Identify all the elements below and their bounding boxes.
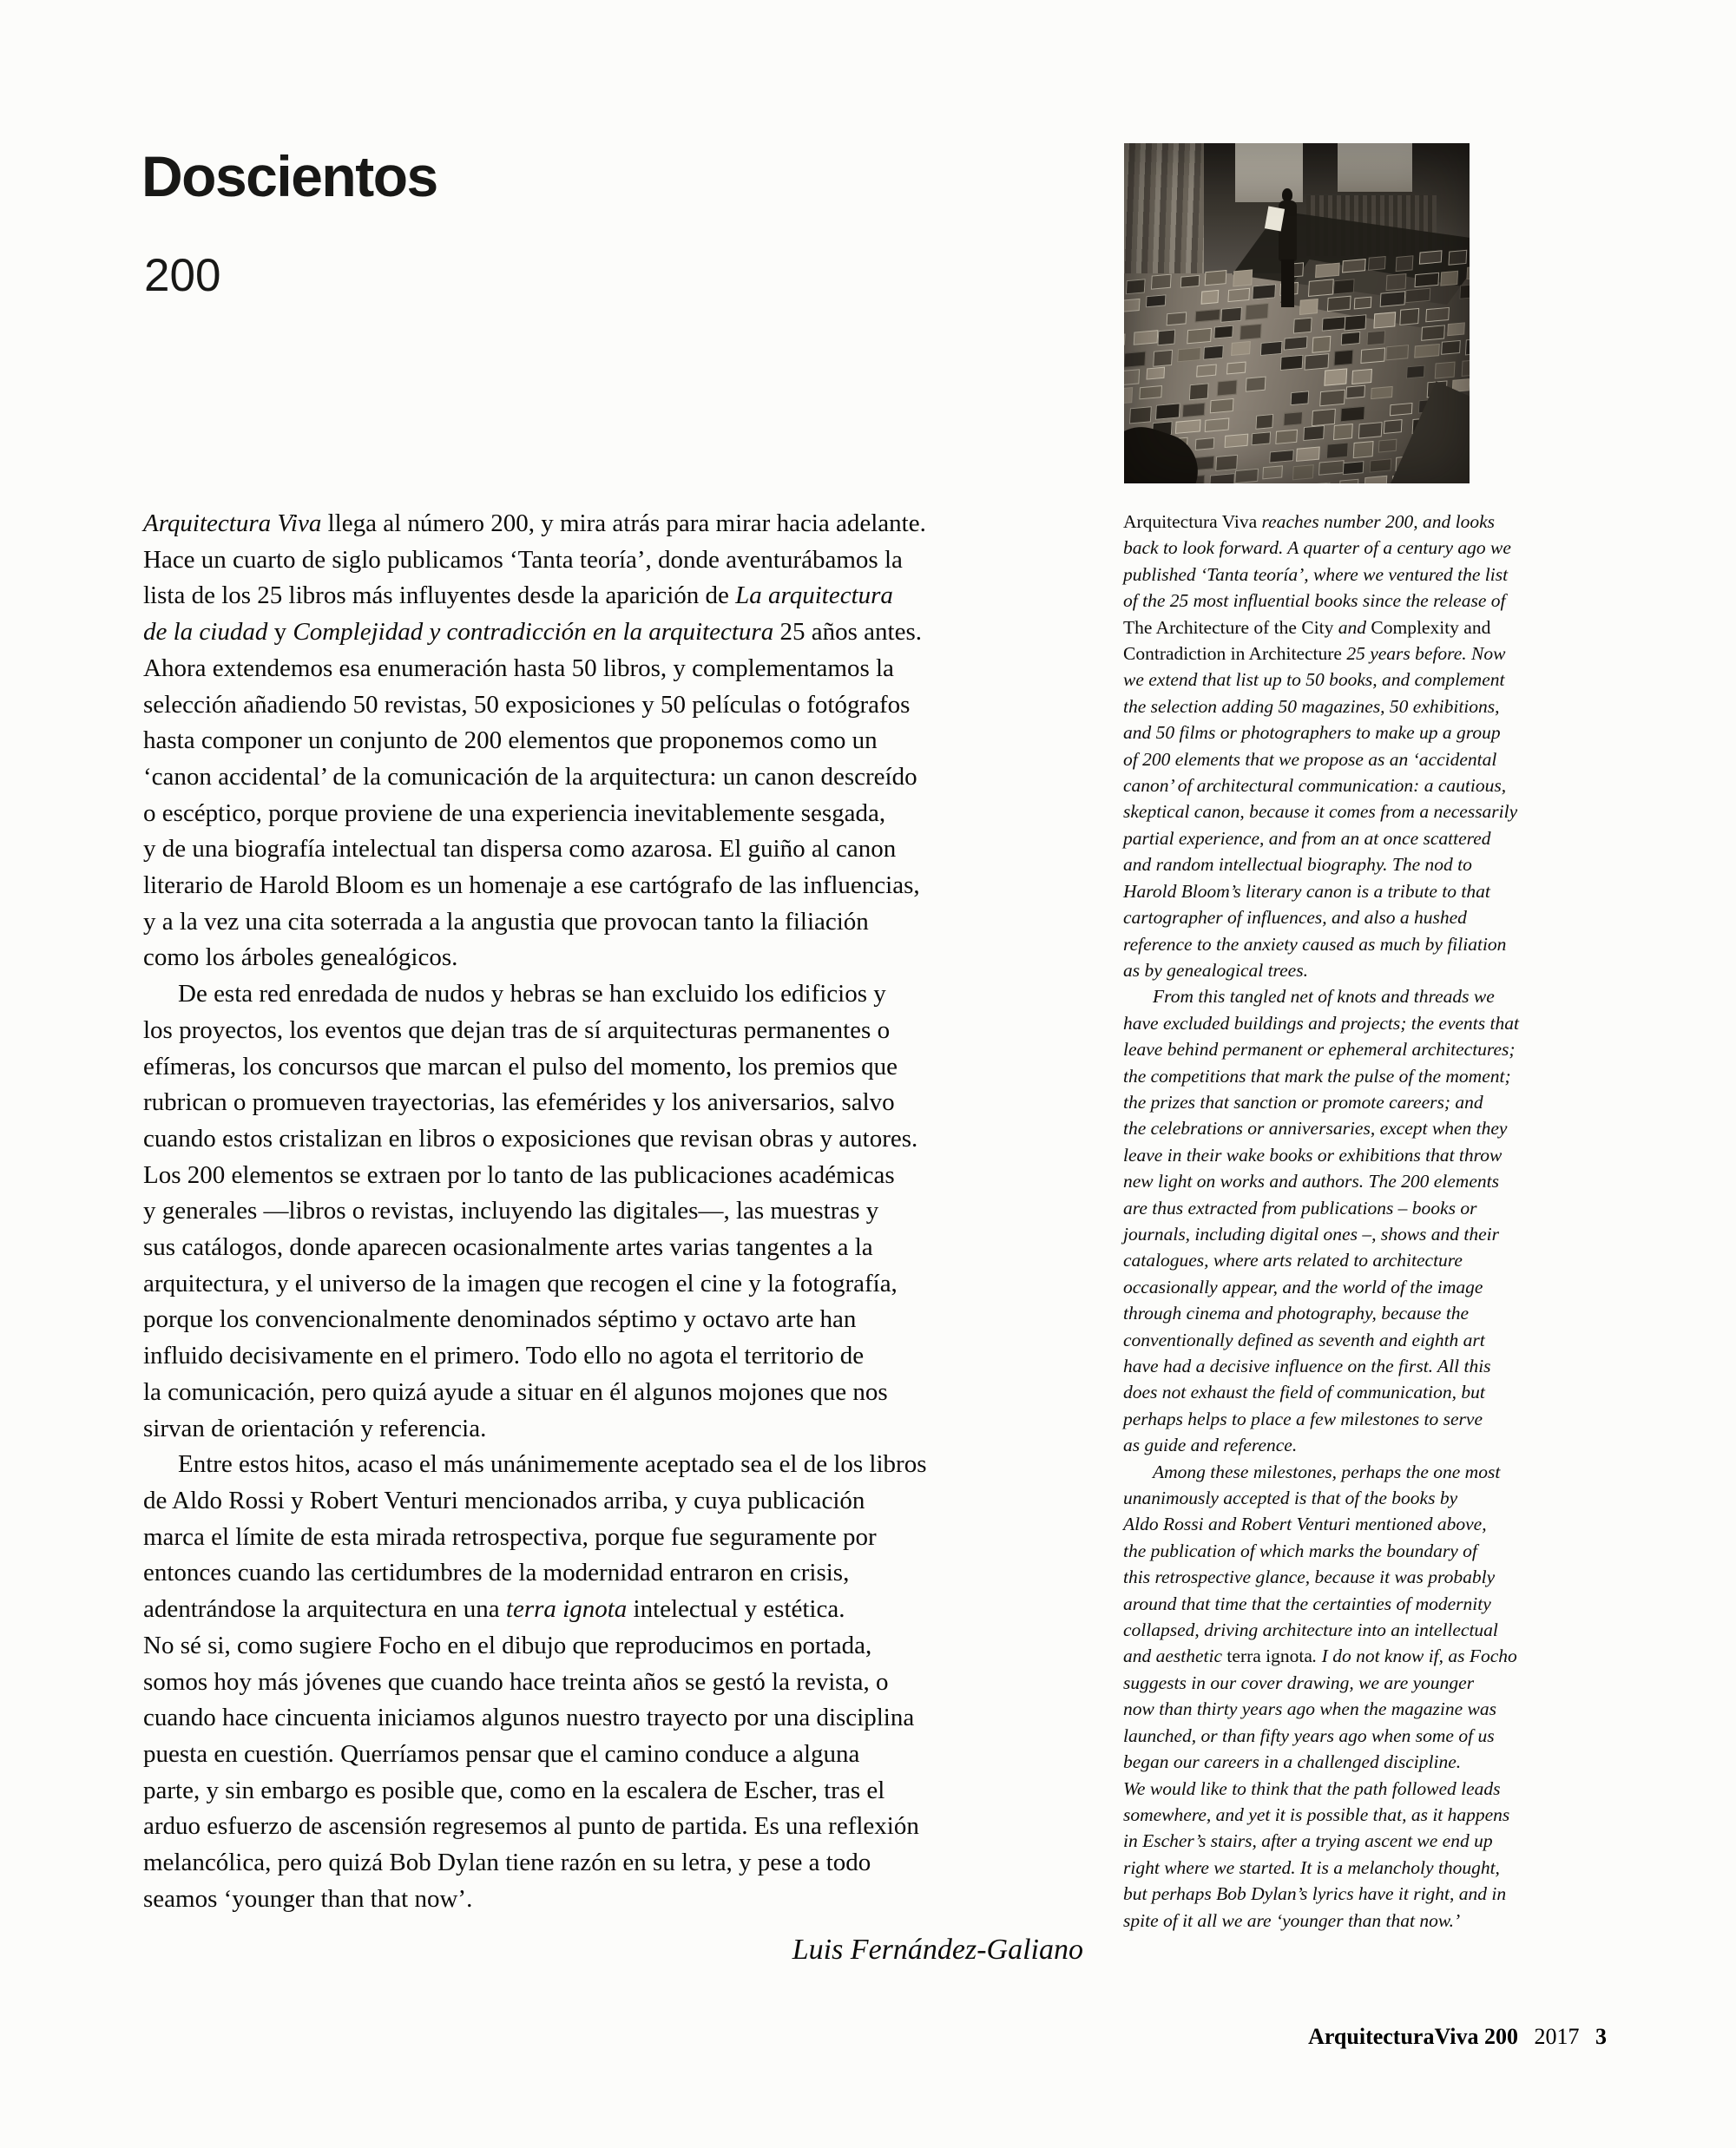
text-line: the competitions that mark the pulse of the moment; — [1123, 1065, 1511, 1087]
footer-page-number: 3 — [1595, 2024, 1607, 2049]
text-line: this retrospective glance, because it was probably — [1123, 1567, 1496, 1588]
text-line: cuando hace cincuenta iniciamos algunos nuestro trayecto por una disciplina — [143, 1704, 915, 1732]
text-line: de Aldo Rossi y Robert Venturi mencionados arriba, y cuya publicación — [143, 1486, 865, 1514]
text-line: o escéptico, porque proviene de una experiencia inevitablemente sesgada, — [143, 798, 886, 827]
text-line: The Architecture of the City and Complexity and — [1123, 616, 1491, 638]
text-line: around that time that the certainties of modernity — [1123, 1593, 1491, 1614]
footer-magazine-title: ArquitecturaViva 200 — [1308, 2024, 1518, 2049]
text-line: sus catálogos, donde aparecen ocasionalmente artes varias tangentes a la — [143, 1233, 873, 1262]
text-line: the prizes that sanction or promote careers; and — [1123, 1091, 1483, 1113]
text-line: los proyectos, los eventos que dejan tras de sí arquitecturas permanentes o — [143, 1015, 891, 1044]
text-line: Arquitectura Viva llega al número 200, y mira atrás para mirar hacia adelante. — [143, 509, 926, 537]
text-line: seamos ‘younger than that now’. — [143, 1884, 473, 1913]
text-line: now than thirty years ago when the magazine was — [1123, 1698, 1496, 1720]
text-line: suggests in our cover drawing, we are younger — [1123, 1672, 1475, 1693]
text-line: Entre estos hitos, acaso el más unánimemente aceptado sea el de los libros — [178, 1450, 927, 1479]
text-line: the publication of which marks the boundary of — [1123, 1540, 1477, 1561]
text-line: adentrándose la arquitectura en una terra ignota intelectual y estética. — [143, 1595, 845, 1624]
text-line: launched, or than fifty years ago when some of us — [1123, 1724, 1495, 1746]
text-line: entonces cuando las certidumbres de la modernidad entraron en crisis, — [143, 1559, 850, 1587]
text-line: right where we started. It is a melancholy thought, — [1123, 1856, 1500, 1878]
text-line: y de una biografía intelectual tan dispersa como azarosa. El guiño al canon — [143, 835, 897, 864]
text-line: conventionally defined as seventh and eighth art — [1123, 1329, 1485, 1350]
text-line: cartographer of influences, and also a hushed — [1123, 907, 1467, 929]
text-line: occasionally appear, and the world of the image — [1123, 1276, 1483, 1297]
text-line: Los 200 elementos se extraen por lo tanto de las publicaciones académicas — [143, 1160, 895, 1189]
text-line: perhaps helps to place a few milestones to serve — [1123, 1408, 1483, 1429]
text-line: published ‘Tanta teoría’, where we ventured the list — [1123, 563, 1509, 585]
text-line: unanimously accepted is that of the books by — [1123, 1488, 1458, 1509]
text-line: Ahora extendemos esa enumeración hasta 50 libros, y complementamos la — [143, 654, 894, 682]
text-line: and 50 films or photographers to make up a group — [1123, 722, 1501, 744]
text-line: leave behind permanent or ephemeral architectures; — [1123, 1039, 1516, 1061]
text-line: como los árboles genealógicos. — [143, 943, 458, 972]
text-line: porque los convencionalmente denominados séptimo y octavo arte han — [143, 1305, 857, 1334]
text-line: and aesthetic terra ignota. I do not know if, as Focho — [1123, 1645, 1517, 1667]
text-line: reference to the anxiety caused as much by filiation — [1123, 933, 1507, 955]
text-line: Among these milestones, perhaps the one most — [1153, 1461, 1501, 1482]
text-line: new light on works and authors. The 200 elements — [1123, 1171, 1499, 1192]
text-line: partial experience, and from an at once scattered — [1123, 827, 1491, 849]
text-line: we extend that list up to 50 books, and complement — [1123, 669, 1505, 691]
text-line: Aldo Rossi and Robert Venturi mentioned above, — [1123, 1514, 1487, 1535]
text-line: leave in their wake books or exhibitions that throw — [1123, 1144, 1503, 1166]
text-line: but perhaps Bob Dylan’s lyrics have it right, and in — [1123, 1883, 1507, 1905]
text-line: as guide and reference. — [1123, 1435, 1298, 1456]
author-signature: Luis Fernández-Galiano — [792, 1934, 1083, 1966]
text-line: y generales —libros o revistas, incluyendo las digitales—, las muestras y — [143, 1197, 879, 1225]
text-line: through cinema and photography, because the — [1123, 1303, 1470, 1324]
text-line: de la ciudad y Complejidad y contradicción en la arquitectura 25 años antes. — [143, 618, 922, 647]
text-line: and random intellectual biography. The nod to — [1123, 854, 1472, 876]
text-line: marca el límite de esta mirada retrospectiva, porque fue seguramente por — [143, 1522, 877, 1551]
studio-photograph — [1124, 143, 1470, 483]
text-line: have had a decisive influence on the first. All this — [1123, 1356, 1491, 1376]
text-line: influido decisivamente en el primero. Todo ello no agota el territorio de — [143, 1342, 865, 1370]
text-line: Arquitectura Viva reaches number 200, and looks — [1123, 511, 1496, 532]
text-line: have excluded buildings and projects; the events that — [1123, 1012, 1519, 1034]
text-line: canon’ of architectural communication: a cautious, — [1123, 775, 1507, 797]
text-line: lista de los 25 libros más influyentes desde la aparición de La arquitectura — [143, 581, 893, 610]
text-line: the celebrations or anniversaries, except when they — [1123, 1118, 1508, 1140]
text-line: sirvan de orientación y referencia. — [143, 1414, 487, 1442]
text-line: Harold Bloom’s literary canon is a tribute to that — [1123, 880, 1490, 902]
spanish-column — [143, 506, 1120, 1917]
text-line: as by genealogical trees. — [1123, 959, 1308, 981]
page-subtitle: 200 — [144, 250, 221, 301]
photo-vignette — [1124, 143, 1470, 483]
text-line: somewhere, and yet it is possible that, as it happens — [1123, 1803, 1510, 1825]
text-line: puesta en cuestión. Querríamos pensar que el camino conduce a alguna — [143, 1739, 860, 1768]
text-line: arduo esfuerzo de ascensión regresemos al punto de partida. Es una reflexión — [143, 1812, 919, 1841]
text-line: la comunicación, pero quizá ayude a situar en él algunos mojones que nos — [143, 1377, 888, 1406]
text-line: No sé si, como sugiere Focho en el dibujo que reproducimos en portada, — [143, 1631, 872, 1659]
text-line: literario de Harold Bloom es un homenaje a ese cartógrafo de las influencias, — [143, 871, 920, 900]
text-line: skeptical canon, because it comes from a necessarily — [1123, 801, 1518, 823]
text-line: of the 25 most influential books since the release of — [1123, 590, 1506, 612]
text-line: the selection adding 50 magazines, 50 exhibitions, — [1123, 695, 1500, 717]
text-line: are thus extracted from publications – books or — [1123, 1197, 1477, 1219]
text-line: selección añadiendo 50 revistas, 50 exposiciones y 50 películas o fotógrafos — [143, 690, 911, 719]
text-line: arquitectura, y el universo de la imagen que recogen el cine y la fotografía, — [143, 1269, 898, 1297]
text-line: cuando estos cristalizan en libros o exposiciones que revisan obras y autores. — [143, 1124, 918, 1153]
text-line: back to look forward. A quarter of a century ago we — [1123, 537, 1511, 559]
text-line: rubrican o promueven trayectorias, las efemérides y los aniversarios, salvo — [143, 1088, 895, 1117]
text-line: Hace un cuarto de siglo publicamos ‘Tanta teoría’, donde aventurábamos la — [143, 545, 903, 574]
text-line: Contradiction in Architecture 25 years before. Now — [1123, 643, 1506, 665]
text-line: y a la vez una cita soterrada a la angustia que provocan tanto la filiación — [143, 907, 869, 936]
text-line: does not exhaust the field of communication, but — [1123, 1382, 1485, 1403]
text-line: De esta red enredada de nudos y hebras se han excluido los edificios y — [178, 980, 886, 1008]
text-line: somos hoy más jóvenes que cuando hace treinta años se gestó la revista, o — [143, 1667, 889, 1696]
text-line: efímeras, los concursos que marcan el pulso del momento, los premios que — [143, 1052, 898, 1081]
text-line: spite of it all we are ‘younger than that now.’ — [1123, 1909, 1461, 1931]
text-line: parte, y sin embargo es posible que, como en la escalera de Escher, tras el — [143, 1776, 885, 1804]
text-line: collapsed, driving architecture into an intellectual — [1123, 1619, 1498, 1641]
text-line: journals, including digital ones –, shows and their — [1123, 1223, 1500, 1245]
text-line: catalogues, where arts related to architecture — [1123, 1250, 1463, 1271]
footer — [1308, 2024, 1607, 2050]
text-line: hasta componer un conjunto de 200 elementos que proponemos como un — [143, 726, 878, 755]
text-line: ‘canon accidental’ de la comunicación de la arquitectura: un canon descreído — [143, 762, 917, 791]
footer-year: 2017 — [1534, 2024, 1580, 2049]
text-line: in Escher’s stairs, after a trying ascent we end up — [1123, 1830, 1493, 1852]
text-line: We would like to think that the path followed leads — [1123, 1777, 1501, 1799]
text-line: melancólica, pero quizá Bob Dylan tiene razón en su letra, y pese a todo — [143, 1849, 871, 1877]
page-title: Doscientos — [141, 144, 437, 208]
text-line: From this tangled net of knots and threads we — [1153, 986, 1495, 1008]
english-translation-column — [1123, 509, 1596, 1934]
text-line: began our careers in a challenged discipline. — [1123, 1751, 1462, 1773]
text-line: of 200 elements that we propose as an ‘accidental — [1123, 748, 1497, 770]
